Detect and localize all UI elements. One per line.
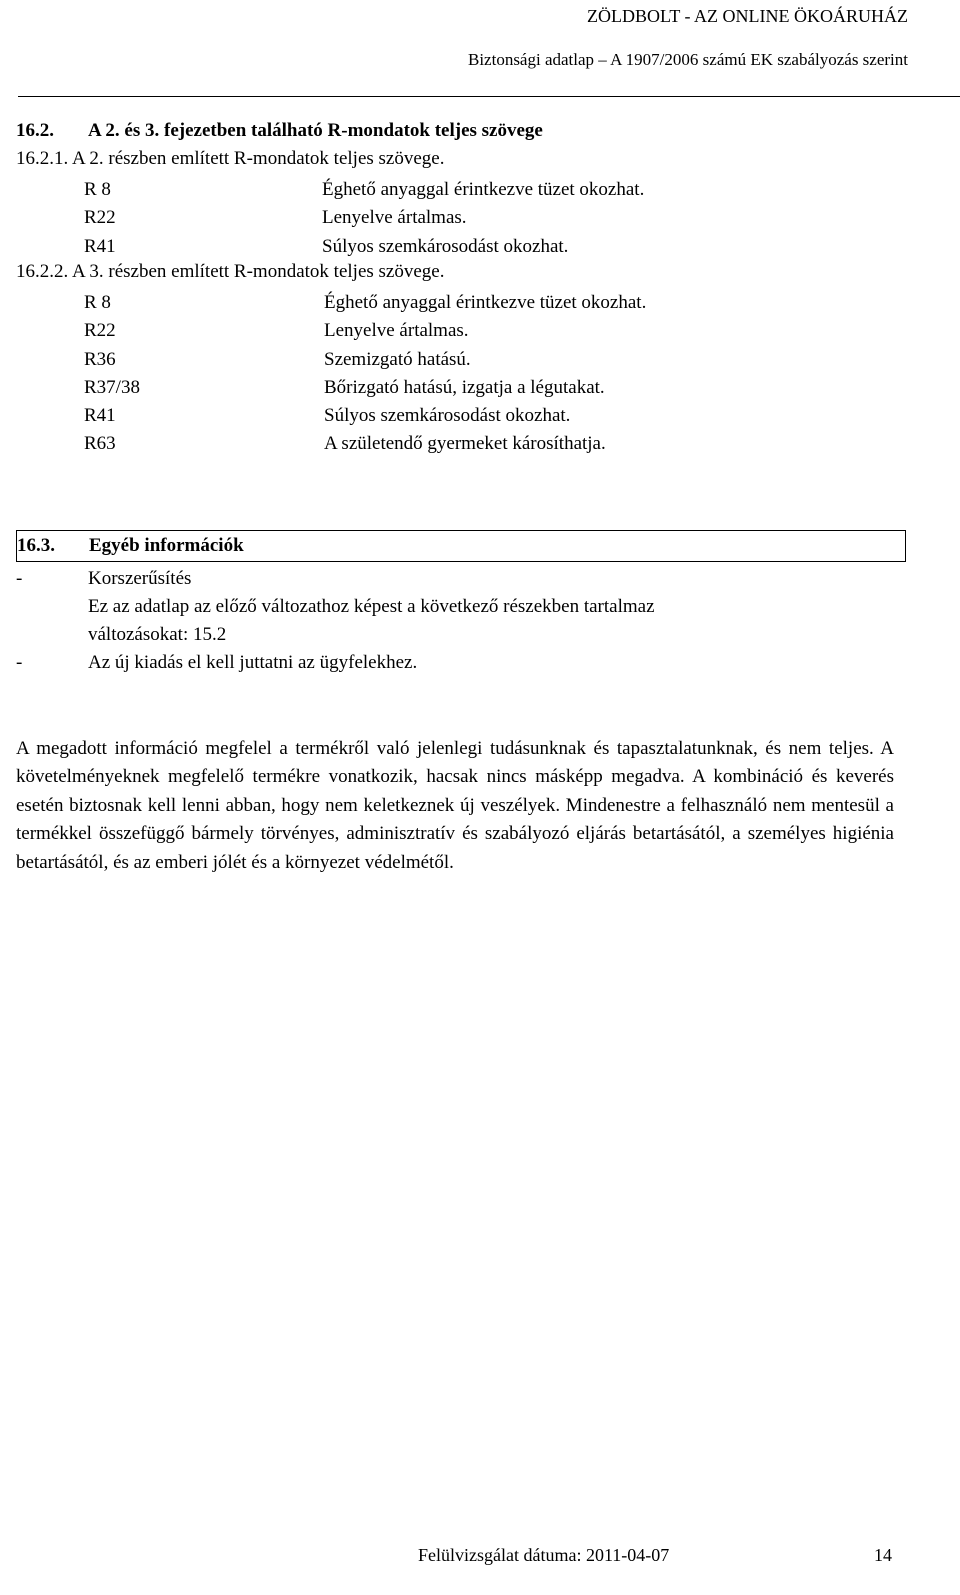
bullet-dash: - [16,652,23,673]
r-phrase-text: Súlyos szemkárosodást okozhat. [324,405,571,427]
r-phrase-code: R 8 [84,179,111,200]
r-phrase-code: R41 [84,235,116,257]
disclaimer-paragraph: A megadott információ megfelel a termékről való jelenlegi tudásunknak és tapasztalatunknak, és nem teljes. A követelményeknek megfelelő termékre vonatkozik, hacsak nincs másképp megadva. A kombináció és keverés esetén biztosnak kell lenni abban, hogy nem keletkeznek új veszélyek. Mindenestre a felhasználó nem mentesül a termékkel összefüggő bármely törvényes, adminisztratív és szabályozó eljárás betartásától, a személyes higiénia betartásától, és az emberi jólét és a környezet védelmétől. [16,738,894,873]
info-text: Az új kiadás el kell juttatni az ügyfelekhez. [88,652,418,673]
header-divider [18,96,960,97]
r-phrase-text: Bőrizgató hatású, izgatja a légutakat. [324,376,605,398]
footer-revision-date: Felülvizsgálat dátuma: 2011-04-07 [418,1545,670,1565]
info-text: változásokat: 15.2 [88,624,227,645]
r-phrase-text: Súlyos szemkárosodást okozhat. [322,235,569,257]
r-phrase-text: Éghető anyaggal érintkezve tüzet okozhat. [324,292,647,313]
subsection-16-2-1-heading: 16.2.1. A 2. részben említett R-mondatok teljes szövege. [16,148,445,169]
r-phrase-code: R 8 [84,292,111,313]
section-16-3-title-box [16,530,906,562]
r-phrase-code: R22 [84,207,116,229]
r-phrase-code: R41 [84,405,116,427]
page-number: 14 [874,1545,892,1565]
r-phrase-text: Éghető anyaggal érintkezve tüzet okozhat. [322,179,645,200]
r-phrase-code: R37/38 [84,376,140,398]
r-phrase-text: A születendő gyermeket károsíthatja. [324,433,606,455]
r-phrase-text: Szemizgató hatású. [324,348,471,370]
section-title-text: Egyéb információk [89,535,244,556]
r-phrase-code: R36 [84,348,116,370]
r-phrase-code: R22 [84,320,116,342]
section-title-text: A 2. és 3. fejezetben található R-mondatok teljes szövege [88,120,543,141]
r-phrase-text: Lenyelve ártalmas. [322,207,467,229]
section-number: 16.2. [16,120,54,141]
r-phrase-code: R63 [84,433,116,455]
info-text: Ez az adatlap az előző változathoz képest a következő részekben tartalmaz [88,596,655,617]
header-company: ZÖLDBOLT - AZ ONLINE ÖKOÁRUHÁZ [587,6,908,26]
section-number: 16.3. [17,535,55,556]
bullet-dash: - [16,568,23,589]
info-text: Korszerűsítés [88,568,192,589]
header-subtitle: Biztonsági adatlap – A 1907/2006 számú EK szabályozás szerint [467,50,908,69]
section-16-2-title [16,120,543,142]
r-phrase-text: Lenyelve ártalmas. [324,320,469,342]
subsection-16-2-2-heading: 16.2.2. A 3. részben említett R-mondatok teljes szövege. [16,261,445,282]
